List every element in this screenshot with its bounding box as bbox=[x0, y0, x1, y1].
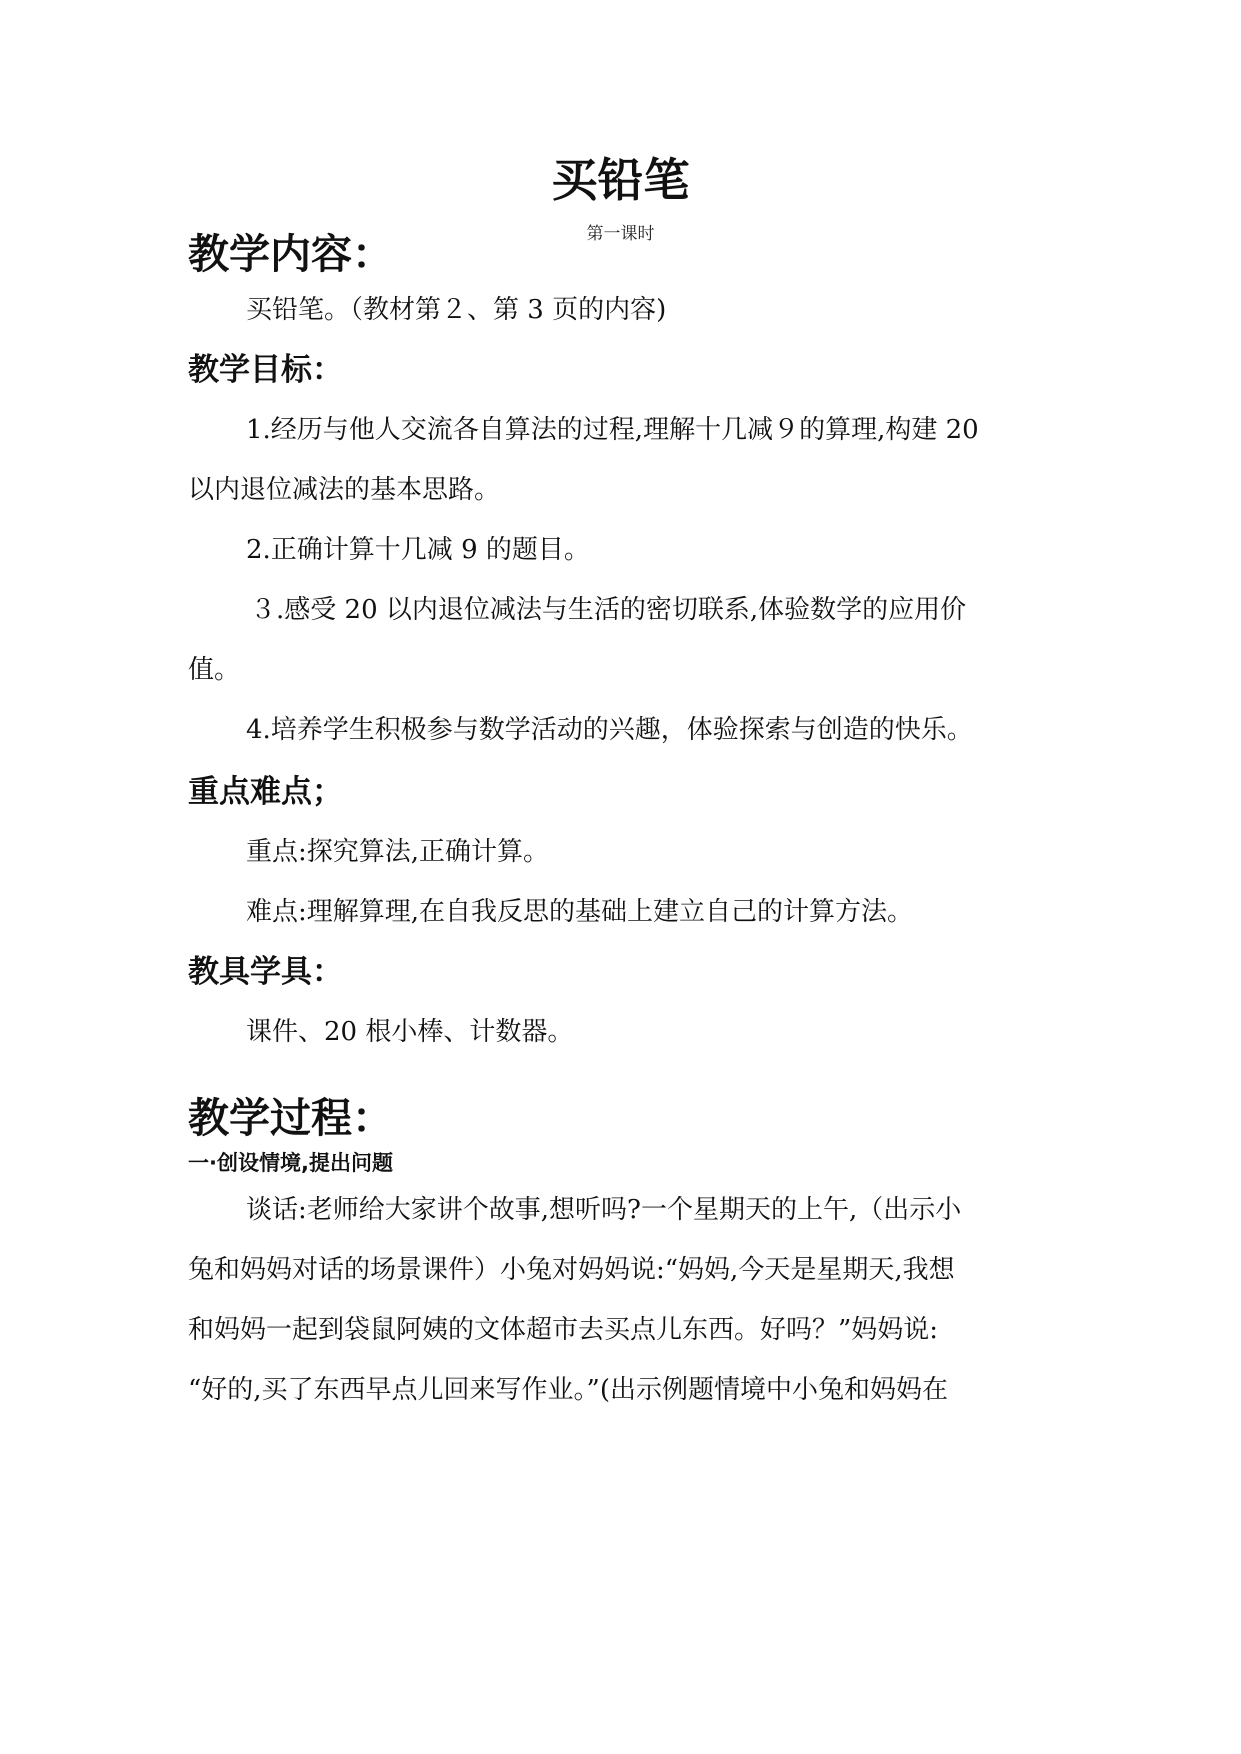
process-paragraph-line-3: 和妈妈一起到袋鼠阿姨的文体超市去买点儿东西。好吗？”妈妈说: bbox=[188, 1315, 939, 1345]
process-step-1-heading: 一·创设情境,提出问题 bbox=[188, 1151, 393, 1175]
goal-item-4: 4.培养学生积极参与数学活动的兴趣，体验探索与创造的快乐。 bbox=[246, 715, 973, 745]
tools-text: 课件、20 根小棒、计数器。 bbox=[246, 1017, 574, 1047]
heading-content: 教学内容： bbox=[188, 230, 393, 278]
goal-item-3-line-2: 值。 bbox=[188, 655, 241, 685]
process-paragraph-line-1: 谈话:老师给大家讲个故事,想听吗?一个星期天的上午,（出示小 bbox=[246, 1195, 962, 1225]
goal-item-1-line-1: 1.经历与他人交流各自算法的过程,理解十几减９的算理,构建 20 bbox=[246, 415, 979, 445]
keypoint-difficult: 难点:理解算理,在自我反思的基础上建立自己的计算方法。 bbox=[246, 897, 914, 927]
goal-item-1-line-2: 以内退位减法的基本思路。 bbox=[188, 475, 501, 505]
heading-process: 教学过程： bbox=[188, 1094, 393, 1142]
goal-item-3-line-1: ３.感受 20 以内退位减法与生活的密切联系,体验数学的应用价 bbox=[250, 595, 967, 625]
process-paragraph-line-4: “好的,买了东西早点儿回来写作业。”(出示例题情境中小兔和妈妈在 bbox=[188, 1375, 948, 1405]
process-paragraph-line-2: 兔和妈妈对话的场景课件）小兔对妈妈说:“妈妈,今天是星期天,我想 bbox=[188, 1255, 955, 1285]
content-text: 买铅笔。（教材第２、第 3 页的内容) bbox=[246, 295, 667, 325]
heading-keypoints: 重点难点； bbox=[188, 774, 343, 810]
document-title: 买铅笔 bbox=[551, 153, 690, 207]
document-subtitle: 第一课时 bbox=[586, 224, 655, 244]
keypoint-key: 重点:探究算法,正确计算。 bbox=[246, 837, 550, 867]
goal-item-2: 2.正确计算十几减 9 的题目。 bbox=[246, 535, 590, 565]
heading-goals: 教学目标： bbox=[188, 352, 343, 388]
heading-tools: 教具学具： bbox=[188, 954, 343, 990]
